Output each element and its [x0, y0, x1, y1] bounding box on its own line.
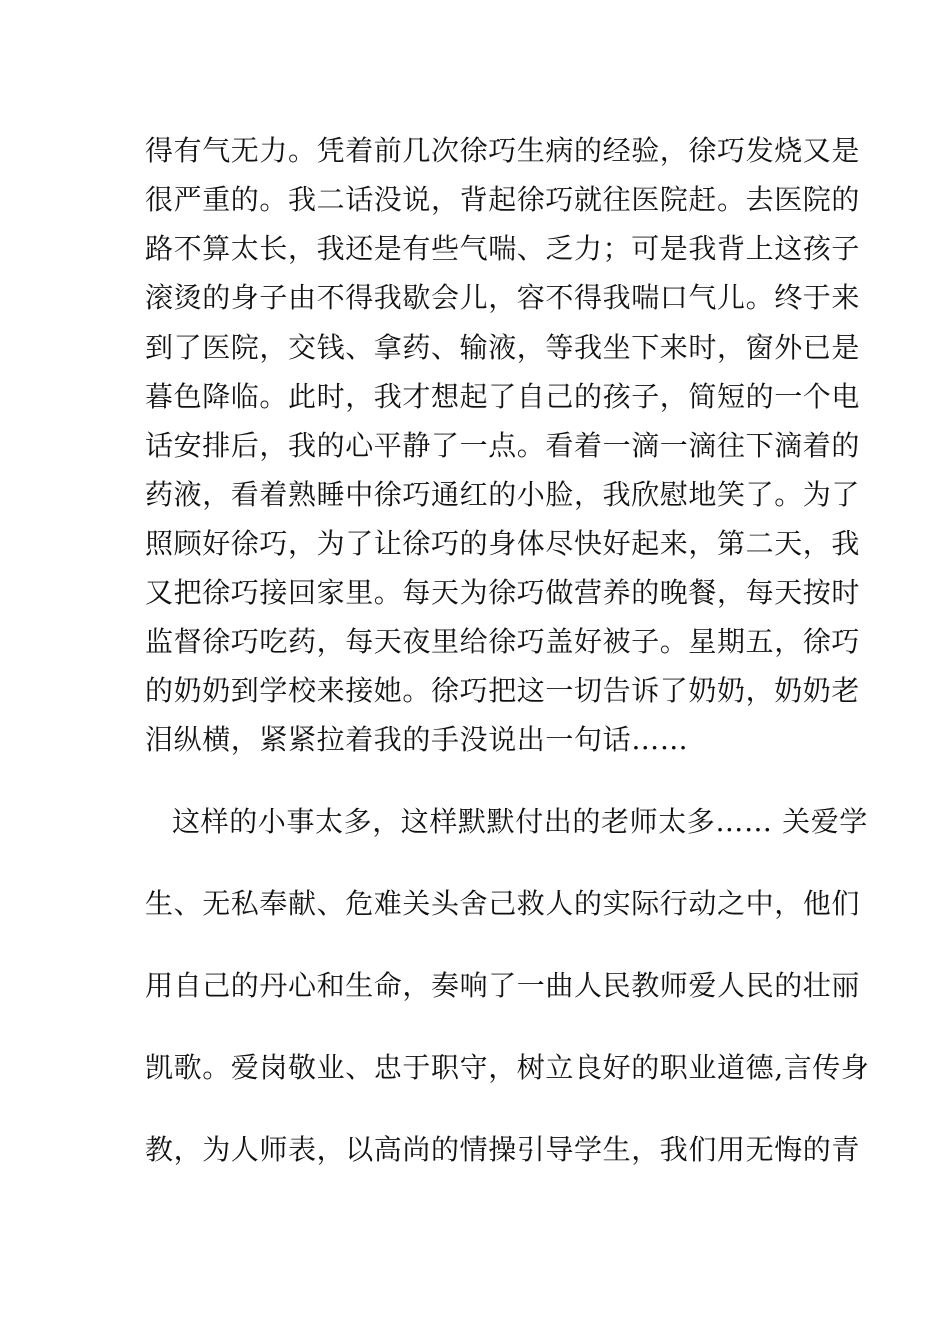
- text-line: 用自己的丹心和生命，奏响了一曲人民教师爱人民的壮丽: [145, 969, 861, 1002]
- text-line: 的奶奶到学校来接她。徐巧把这一切告诉了奶奶，奶奶老: [145, 674, 861, 707]
- text-line: 教，为人师表，以高尚的情操引导学生，我们用无悔的青: [145, 1133, 861, 1166]
- text-line: 药液，看着熟睡中徐巧通红的小脸，我欣慰地笑了。为了: [145, 478, 861, 511]
- text-line: 很严重的。我二话没说，背起徐巧就往医院赶。去医院的: [145, 183, 861, 216]
- text-line: 泪纵横，紧紧拉着我的手没说出一句话……: [145, 723, 689, 756]
- text-line: 到了医院，交钱、拿药、输液，等我坐下来时，窗外已是: [145, 331, 861, 364]
- text-line: 这样的小事太多，这样默默付出的老师太多…… 关爱学: [172, 805, 868, 838]
- text-line: 凯歌。爱岗敬业、忠于职守，树立良好的职业道德,言传身: [145, 1051, 870, 1084]
- text-line: 照顾好徐巧，为了让徐巧的身体尽快好起来，第二天，我: [145, 527, 861, 560]
- text-line: 监督徐巧吃药，每天夜里给徐巧盖好被子。星期五，徐巧: [145, 625, 861, 658]
- text-line: 生、无私奉献、危难关头舍己救人的实际行动之中，他们: [145, 887, 861, 920]
- text-line: 路不算太长，我还是有些气喘、乏力；可是我背上这孩子: [145, 232, 861, 265]
- text-line: 滚烫的身子由不得我歇会儿，容不得我喘口气儿。终于来: [145, 281, 861, 314]
- text-line: 又把徐巧接回家里。每天为徐巧做营养的晚餐，每天按时: [145, 576, 861, 609]
- text-line: 得有气无力。凭着前几次徐巧生病的经验，徐巧发烧又是: [145, 134, 861, 167]
- text-line: 话安排后，我的心平静了一点。看着一滴一滴往下滴着的: [145, 429, 861, 462]
- text-line: 暮色降临。此时，我才想起了自己的孩子，简短的一个电: [145, 380, 861, 413]
